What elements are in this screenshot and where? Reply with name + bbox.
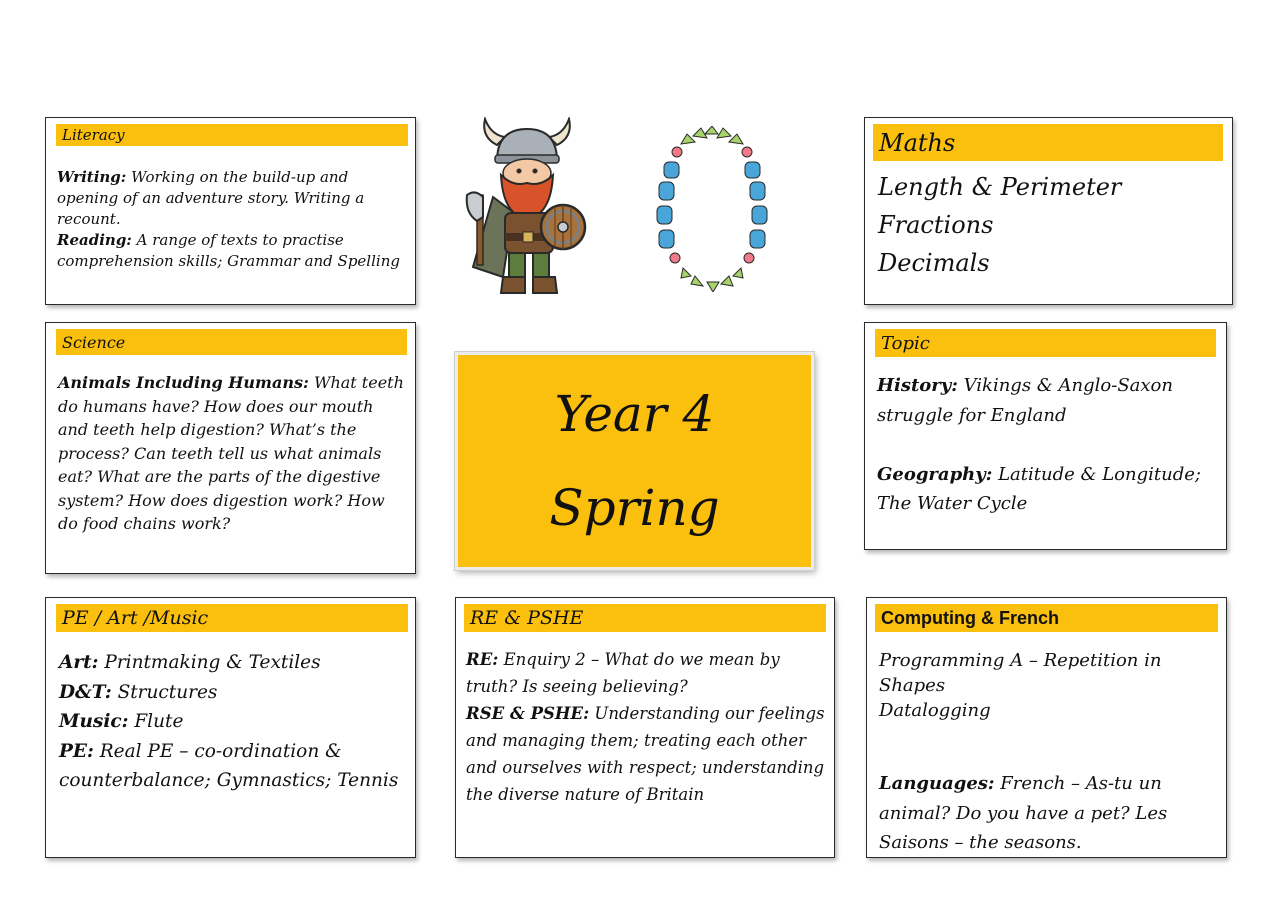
- pe-label: PE:: [59, 740, 94, 762]
- pe-title: PE / Art /Music: [56, 604, 408, 632]
- rse-text: Understanding our feelings and managing them; treating each other and ourselves with respect; understanding the diverse nature of Britain: [466, 704, 825, 804]
- re-label: RE:: [466, 650, 499, 669]
- datalogging-text: Datalogging: [879, 700, 991, 721]
- reading-label: Reading:: [57, 231, 132, 249]
- science-panel: [45, 322, 416, 574]
- teeth-diagram-icon: [651, 126, 773, 292]
- art-label: Art:: [59, 652, 99, 673]
- geography-text: Latitude & Longitude; The Water Cycle: [877, 463, 1201, 514]
- literacy-body: [57, 167, 407, 272]
- dt-text: Structures: [111, 681, 218, 703]
- history-label: History:: [877, 375, 958, 396]
- term-title: Spring: [549, 479, 720, 537]
- topic-body: [877, 371, 1217, 519]
- science-title: Science: [56, 329, 407, 355]
- science-text: What teeth do humans have? How does our mouth and teeth help digestion? What’s the process? Can teeth tell us what animals eat? What are the parts of the digestive system? How does digestion work? How do food chains work?: [58, 373, 404, 533]
- writing-label: Writing:: [57, 168, 127, 186]
- pe-body: [59, 648, 409, 796]
- re-title: RE & PSHE: [464, 604, 826, 632]
- science-body: [58, 371, 406, 536]
- science-label: Animals Including Humans:: [58, 373, 309, 392]
- computing-title: Computing & French: [875, 604, 1218, 632]
- writing-text: Working on the build-up and opening of an adventure story. Writing a recount.: [57, 168, 365, 228]
- pe-art-music-panel: [45, 597, 416, 858]
- art-text: Printmaking & Textiles: [98, 652, 321, 673]
- maths-panel: [864, 117, 1233, 305]
- music-text: Flute: [128, 711, 184, 732]
- computing-french-panel: [866, 597, 1227, 858]
- maths-item: Decimals: [878, 249, 990, 277]
- topic-title: Topic: [875, 329, 1216, 357]
- computing-body: [879, 648, 1219, 858]
- re-text: Enquiry 2 – What do we mean by truth? Is seeing believing?: [466, 650, 780, 696]
- maths-item: Fractions: [878, 211, 994, 239]
- re-pshe-panel: [455, 597, 835, 858]
- languages-label: Languages:: [879, 773, 995, 794]
- music-label: Music:: [59, 711, 129, 732]
- reading-text: A range of texts to practise comprehension skills; Grammar and Spelling: [57, 231, 400, 270]
- viking-cartoon-icon: [463, 117, 593, 299]
- literacy-title: Literacy: [56, 124, 408, 146]
- programming-text: Programming A – Repetition in Shapes: [879, 650, 1162, 696]
- maths-title: Maths: [873, 124, 1223, 161]
- geography-label: Geography:: [877, 463, 993, 485]
- languages-text: French – As-tu un animal? Do you have a pet? Les Saisons – the seasons.: [879, 773, 1168, 853]
- re-body: [466, 646, 828, 808]
- pe-text: Real PE – co-ordination & counterbalance; Gymnastics; Tennis: [59, 740, 399, 791]
- topic-panel: [864, 322, 1227, 550]
- maths-item: Length & Perimeter: [878, 173, 1122, 201]
- history-text: Vikings & Anglo-Saxon struggle for England: [877, 375, 1173, 426]
- rse-label: RSE & PSHE:: [466, 704, 590, 723]
- dt-label: D&T:: [59, 681, 112, 703]
- literacy-panel: [45, 117, 416, 305]
- season-banner: [455, 352, 814, 570]
- maths-body: [878, 168, 1223, 282]
- year-title: Year 4: [554, 385, 715, 443]
